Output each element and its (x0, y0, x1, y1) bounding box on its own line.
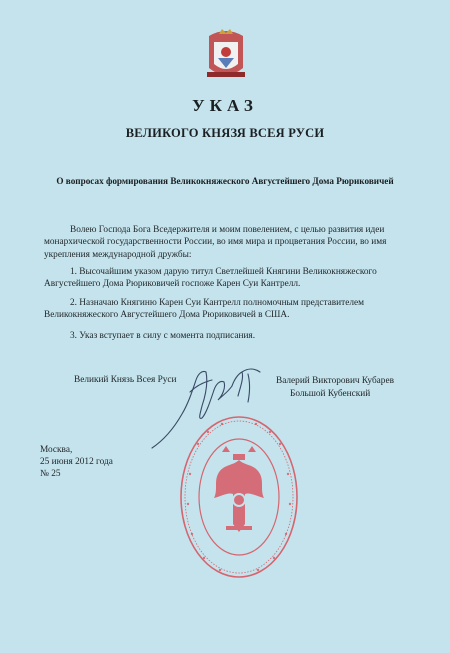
decree-title: УКАЗ (192, 96, 258, 115)
decree-subject: О вопросах формирования Великокняжеского Августейшего Дома Рюриковичей (56, 176, 394, 186)
signatory-title-name: Большой Кубенский (290, 388, 371, 399)
decree-number: № 25 (40, 469, 61, 479)
date: 25 июня 2012 года (40, 457, 113, 467)
decree-item-2 (44, 297, 416, 322)
decree-item-1 (44, 266, 416, 291)
decree-item-text: 1. Высочайшим указом дарую титул Светлейшей Княгини Великокняжеского Августейшего Дома Рюриковичей госпоже Карен Суи Кантрелл. (44, 267, 377, 290)
decree-item-text: 3. Указ вступает в силу с момента подписания. (70, 331, 256, 341)
preamble-paragraph (44, 224, 416, 261)
city: Москва, (40, 445, 73, 455)
decree-item-3 (44, 330, 416, 342)
signatory-title: Великий Князь Всея Руси (74, 375, 177, 385)
signatory-name-block (276, 375, 394, 400)
decree-item-text: 2. Назначаю Княгиню Карен Суи Кантрелл полномочным представителем Великокняжеского Августейшего Дома Рюриковичей в США. (44, 298, 364, 321)
place-date-block (40, 444, 113, 480)
coat-of-arms-icon (205, 28, 247, 80)
signatory-name: Валерий Викторович Кубарев (276, 376, 394, 386)
decree-issuer: ВЕЛИКОГО КНЯЗЯ ВСЕЯ РУСИ (125, 126, 325, 140)
preamble-text: Волею Господа Бога Вседержителя и моим повелением, с целью развития идеи монархической государственности России, во имя мира и процветания России, во имя укрепления международной дружбы: (44, 225, 387, 260)
